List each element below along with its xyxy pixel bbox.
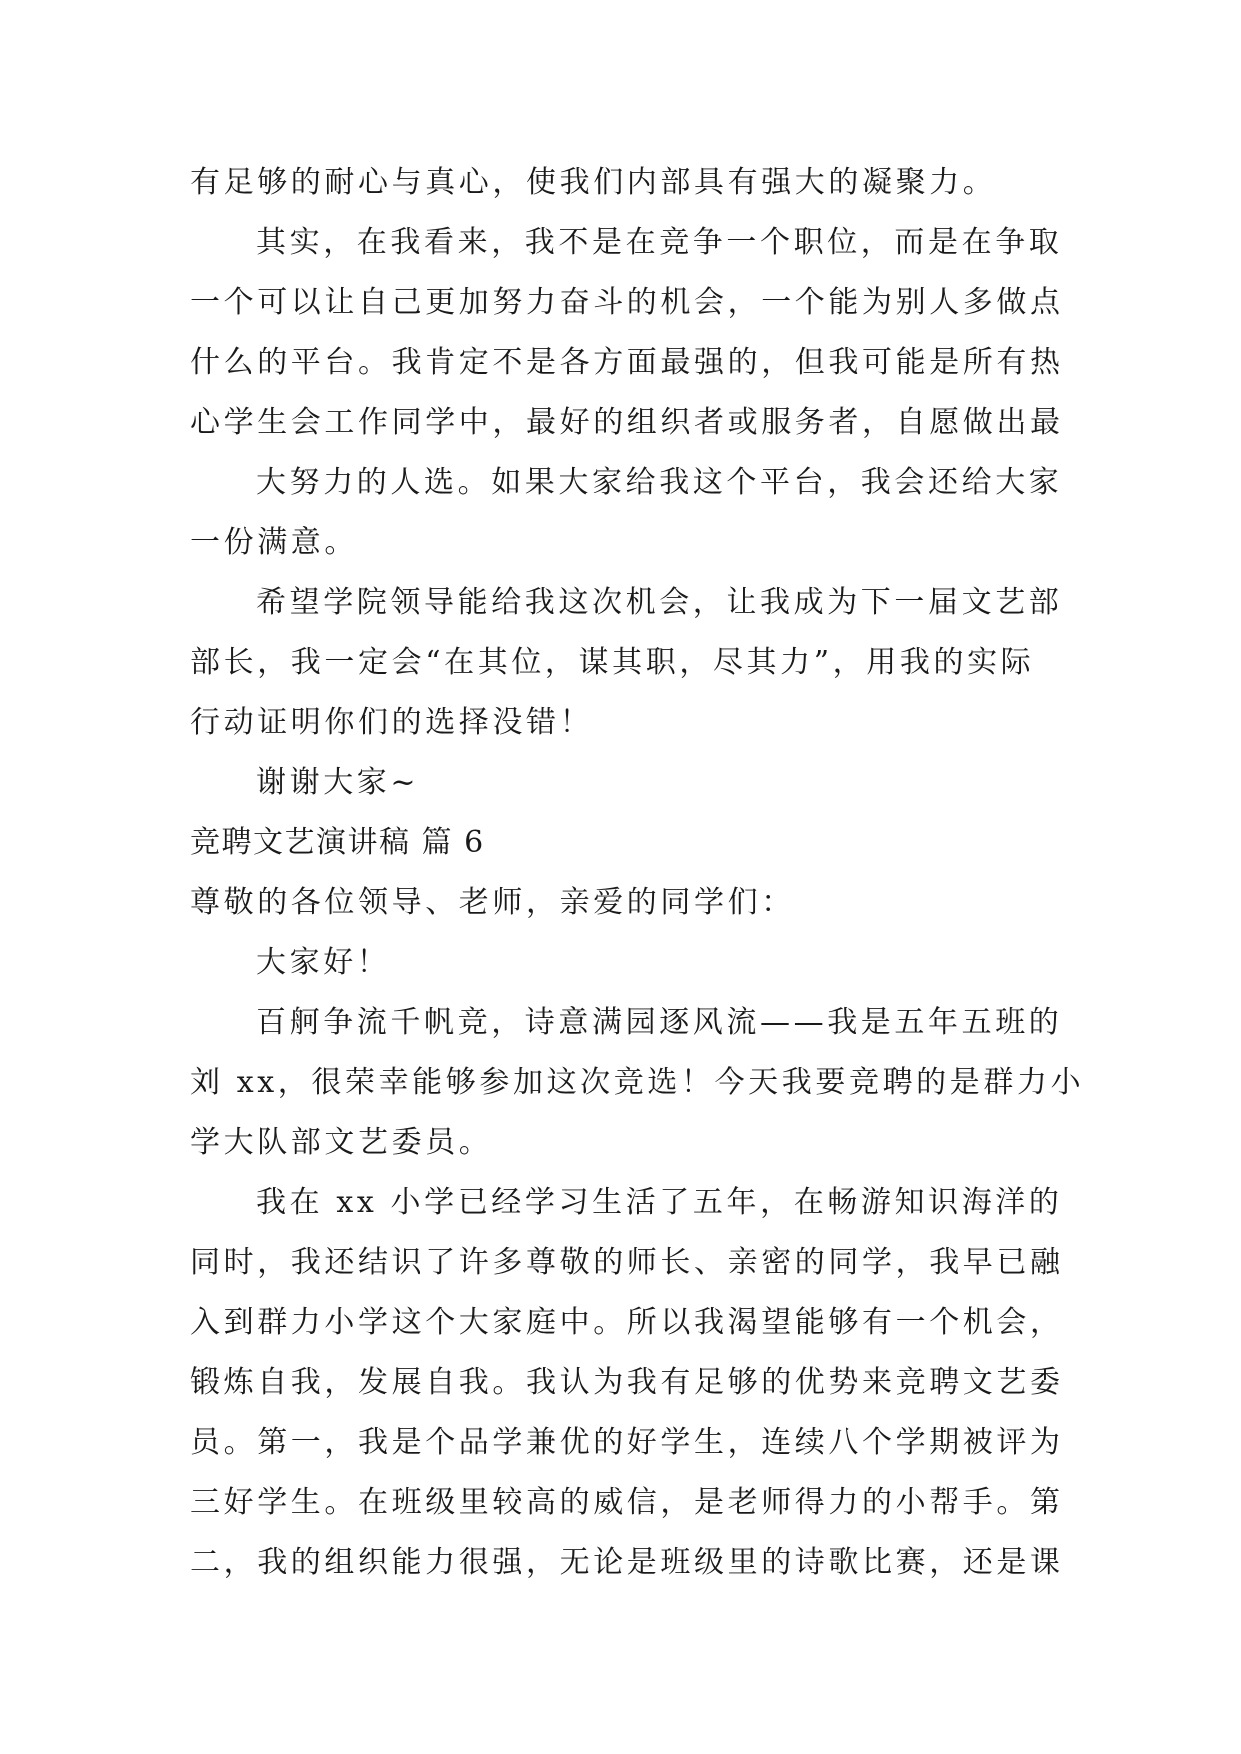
- text-line: 行动证明你们的选择没错！: [190, 705, 594, 740]
- text-line: 学大队部文艺委员。: [190, 1125, 493, 1160]
- text-line: 有足够的耐心与真心，使我们内部具有强大的凝聚力。: [190, 165, 997, 200]
- text-line: 一个可以让自己更加努力奋斗的机会，一个能为别人多做点: [190, 285, 1064, 320]
- text-line: 一份满意。: [190, 525, 358, 560]
- salutation: 尊敬的各位领导、老师，亲爱的同学们：: [190, 885, 795, 920]
- text-line: 心学生会工作同学中，最好的组织者或服务者，自愿做出最: [190, 405, 1064, 440]
- text-line: 员。第一，我是个品学兼优的好学生，连续八个学期被评为: [190, 1425, 1064, 1460]
- text-line: 二，我的组织能力很强，无论是班级里的诗歌比赛，还是课: [190, 1545, 1064, 1580]
- section-heading: 竞聘文艺演讲稿 篇 6: [190, 825, 485, 860]
- closing-line: 谢谢大家~: [256, 765, 420, 800]
- paragraph-line: 其实，在我看来，我不是在竞争一个职位，而是在争取: [256, 225, 1063, 260]
- text-line: 锻炼自我，发展自我。我认为我有足够的优势来竞聘文艺委: [190, 1365, 1064, 1400]
- text-line: 什么的平台。我肯定不是各方面最强的，但我可能是所有热: [190, 345, 1064, 380]
- greeting: 大家好！: [256, 945, 391, 980]
- text-line: 部长，我一定会“在其位，谋其职，尽其力”，用我的实际: [190, 645, 1035, 680]
- text-line: 三好学生。在班级里较高的威信，是老师得力的小帮手。第: [190, 1485, 1064, 1520]
- paragraph-line: 希望学院领导能给我这次机会，让我成为下一届文艺部: [256, 585, 1063, 620]
- paragraph-line: 我在 xx 小学已经学习生活了五年，在畅游知识海洋的: [256, 1185, 1063, 1220]
- text-line: 同时，我还结识了许多尊敬的师长、亲密的同学，我早已融: [190, 1245, 1064, 1280]
- text-line: 入到群力小学这个大家庭中。所以我渴望能够有一个机会，: [190, 1305, 1064, 1340]
- paragraph-line: 百舸争流千帆竞，诗意满园逐风流——我是五年五班的: [256, 1005, 1063, 1040]
- paragraph-line: 大努力的人选。如果大家给我这个平台，我会还给大家: [256, 465, 1063, 500]
- text-line: 刘 xx，很荣幸能够参加这次竞选！今天我要竞聘的是群力小: [190, 1065, 1085, 1100]
